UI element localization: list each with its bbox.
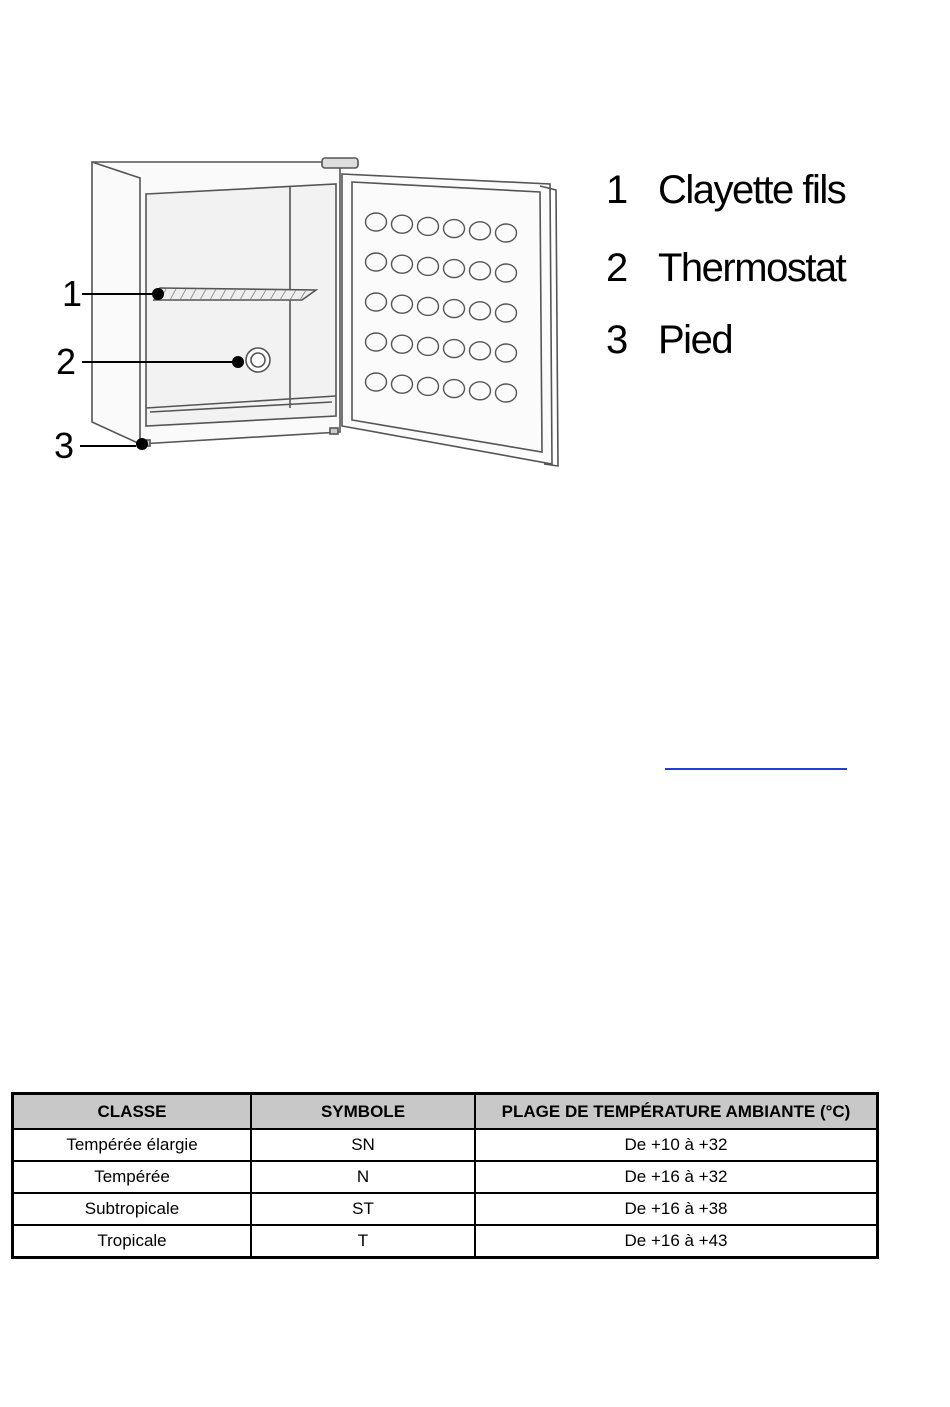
cell-classe: Tropicale <box>13 1225 252 1258</box>
callout-3: 3 <box>54 425 75 466</box>
legend-number: 3 <box>606 318 628 362</box>
parts-legend <box>606 168 926 398</box>
header-plage: PLAGE DE TEMPÉRATURE AMBIANTE (°C) <box>475 1094 878 1130</box>
cell-symbole: ST <box>251 1193 475 1225</box>
climate-class-table <box>11 1092 879 1259</box>
link-underline[interactable] <box>665 768 847 770</box>
table-row <box>13 1225 878 1258</box>
header-classe: CLASSE <box>13 1094 252 1130</box>
legend-item <box>606 246 926 326</box>
header-symbole: SYMBOLE <box>251 1094 475 1130</box>
cell-classe: Tempérée élargie <box>13 1129 252 1161</box>
table-row <box>13 1161 878 1193</box>
callout-1: 1 <box>62 273 83 314</box>
cell-plage: De +10 à +32 <box>475 1129 878 1161</box>
fridge-diagram <box>50 150 570 480</box>
cell-classe: Subtropicale <box>13 1193 252 1225</box>
legend-number: 2 <box>606 246 628 290</box>
cell-symbole: SN <box>251 1129 475 1161</box>
table-row <box>13 1129 878 1161</box>
legend-label: Thermostat <box>658 246 846 290</box>
cell-symbole: N <box>251 1161 475 1193</box>
cell-plage: De +16 à +43 <box>475 1225 878 1258</box>
cell-classe: Tempérée <box>13 1161 252 1193</box>
table-header-row <box>13 1094 878 1130</box>
callout-2: 2 <box>56 341 77 382</box>
cell-symbole: T <box>251 1225 475 1258</box>
legend-number: 1 <box>606 168 628 212</box>
legend-item <box>606 168 926 248</box>
table-row <box>13 1193 878 1225</box>
legend-item <box>606 318 926 398</box>
legend-label: Clayette fils <box>658 168 846 212</box>
cell-plage: De +16 à +32 <box>475 1161 878 1193</box>
cell-plage: De +16 à +38 <box>475 1193 878 1225</box>
legend-label: Pied <box>658 318 733 362</box>
